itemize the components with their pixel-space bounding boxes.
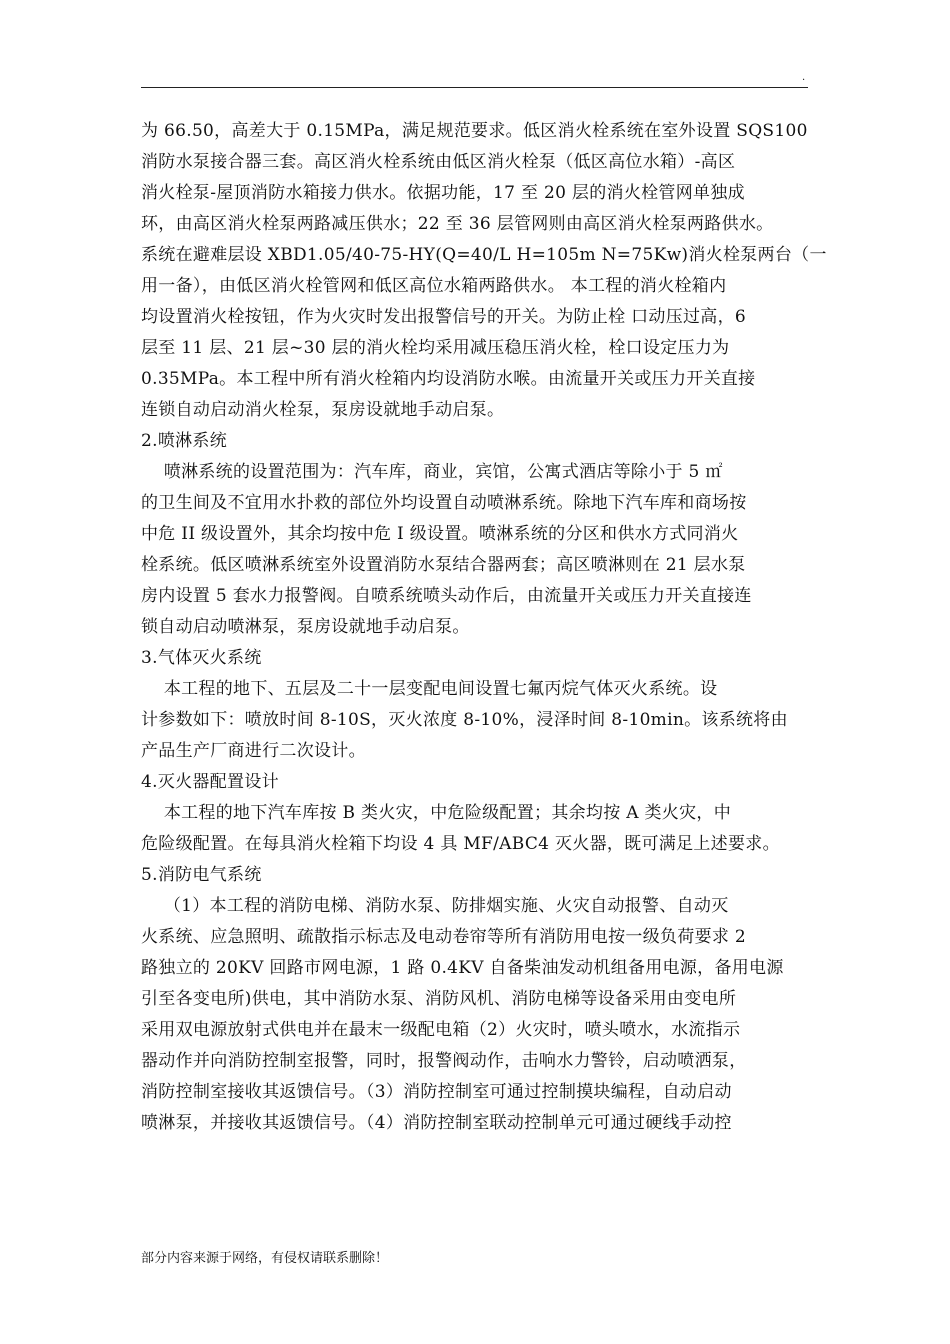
header-rule (141, 87, 808, 88)
text-line: 消防水泵接合器三套。高区消火栓系统由低区消火栓泵（低区高位水箱）-高区 (141, 152, 736, 172)
text-line: 喷淋泵，并接收其返馈信号。（4）消防控制室联动控制单元可通过硬线手动控 (141, 1113, 732, 1133)
text-line: 0.35MPa。本工程中所有消火栓箱内均设消防水喉。由流量开关或压力开关直接 (141, 369, 756, 389)
section-heading: 4.灭火器配置设计 (141, 772, 279, 792)
text-line: 采用双电源放射式供电并在最末一级配电箱（2）火灾时，喷头喷水，水流指示 (141, 1020, 741, 1040)
text-line: 器动作并向消防控制室报警，同时，报警阀动作，击响水力警铃，启动喷洒泵， (141, 1051, 747, 1071)
text-line: 连锁自动启动消火栓泵，泵房设就地手动启泵。 (141, 400, 505, 420)
text-line: 火系统、应急照明、疏散指示标志及电动卷帘等所有消防用电按一级负荷要求 2 (141, 927, 747, 947)
text-line: 产品生产厂商进行二次设计。 (141, 741, 366, 761)
text-line: 本工程的地下、五层及二十一层变配电间设置七氟丙烷气体灭火系统。设 (141, 679, 718, 699)
header-mark: . (802, 72, 806, 83)
text-line: 均设置消火栓按钮，作为火灾时发出报警信号的开关。为防止栓 口动压过高，6 (141, 307, 747, 327)
text-line: （1）本工程的消防电梯、消防水泵、防排烟实施、火灾自动报警、自动灭 (141, 896, 729, 916)
text-line: 的卫生间及不宜用水扑救的部位外均设置自动喷淋系统。除地下汽车库和商场按 (141, 493, 747, 513)
text-line: 消火栓泵-屋顶消防水箱接力供水。依据功能，17 至 20 层的消火栓管网单独成 (141, 183, 745, 203)
text-line: 本工程的地下汽车库按 B 类火灾，中危险级配置；其余均按 A 类火灾，中 (141, 803, 731, 823)
footer-disclaimer: 部分内容来源于网络，有侵权请联系删除！ (141, 1251, 389, 1266)
text-line: 层至 11 层、21 层~30 层的消火栓均采用减压稳压消火栓，栓口设定压力为 (141, 338, 730, 358)
text-line: 中危 II 级设置外，其余均按中危 I 级设置。喷淋系统的分区和供水方式同消火 (141, 524, 739, 544)
text-line: 房内设置 5 套水力报警阀。自喷系统喷头动作后，由流量开关或压力开关直接连 (141, 586, 752, 606)
text-line: 喷淋系统的设置范围为：汽车库，商业，宾馆，公寓式酒店等除小于 5 ㎡ (141, 462, 723, 482)
text-line: 消防控制室接收其返馈信号。（3）消防控制室可通过控制摸块编程，自动启动 (141, 1082, 732, 1102)
text-line: 锁自动启动喷淋泵，泵房设就地手动启泵。 (141, 617, 470, 637)
text-line: 栓系统。低区喷淋系统室外设置消防水泵结合器两套；高区喷淋则在 21 层水泵 (141, 555, 746, 575)
text-line: 为 66.50，高差大于 0.15MPa，满足规范要求。低区消火栓系统在室外设置 SQS100 (141, 121, 808, 141)
document-body (141, 116, 827, 1139)
text-line: 系统在避难层设 XBD1.05/40-75-HY(Q=40/L H=105m N=75Kw)消火栓泵两台（一 (141, 245, 827, 265)
section-heading: 5.消防电气系统 (141, 865, 262, 885)
text-line: 引至各变电所)供电，其中消防水泵、消防风机、消防电梯等设备采用由变电所 (141, 989, 737, 1009)
section-heading: 3.气体灭火系统 (141, 648, 262, 668)
text-line: 计参数如下：喷放时间 8-10S，灭火浓度 8-10%，浸泽时间 8-10min。该系统将由 (141, 710, 788, 730)
text-line: 危险级配置。在每具消火栓箱下均设 4 具 MF/ABC4 灭火器，既可满足上述要求。 (141, 834, 780, 854)
section-heading: 2.喷淋系统 (141, 431, 228, 451)
text-line: 环，由高区消火栓泵两路减压供水；22 至 36 层管网则由高区消火栓泵两路供水。 (141, 214, 774, 234)
text-line: 路独立的 20KV 回路市网电源，1 路 0.4KV 自备柴油发动机组备用电源，备用电源 (141, 958, 784, 978)
text-line: 用一备），由低区消火栓管网和低区高位水箱两路供水。 本工程的消火栓箱内 (141, 276, 727, 296)
